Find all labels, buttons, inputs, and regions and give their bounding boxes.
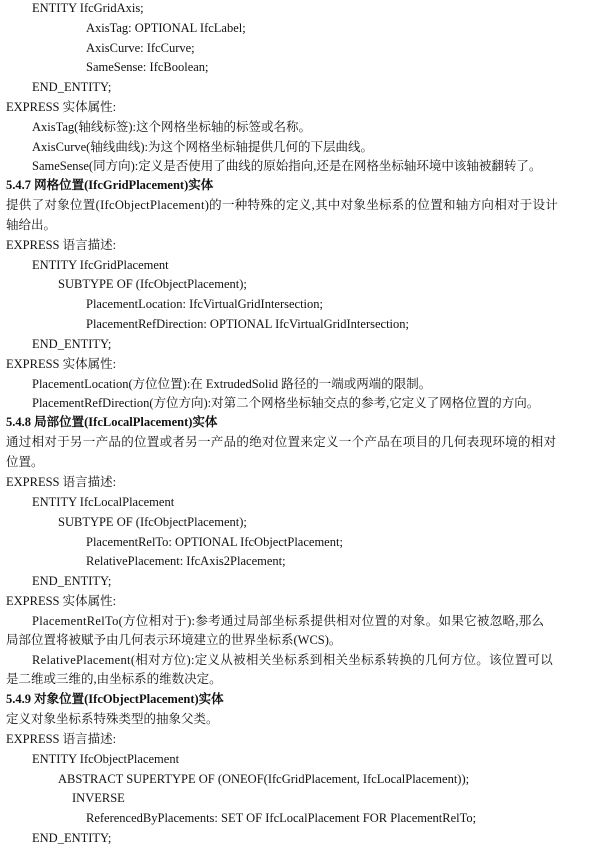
section-heading: 5.4.9 对象位置(IfcObjectPlacement)实体 <box>6 692 224 707</box>
code-line: END_ENTITY; <box>32 79 112 94</box>
subheading: EXPRESS 语言描述: <box>6 238 117 253</box>
code-line: PlacementRefDirection: OPTIONAL IfcVirtualGridIntersection; <box>86 316 409 331</box>
subheading: EXPRESS 实体属性: <box>6 356 117 371</box>
attribute-description: PlacementRefDirection(方位方向):对第二个网格坐标轴交点的参考,它定义了网格位置的方向。 <box>32 395 540 410</box>
code-line: INVERSE <box>72 790 125 805</box>
paragraph-line: 提供了对象位置(IfcObjectPlacement)的一种特殊的定义,其中对象坐标系的位置和轴方向相对于设计 <box>6 198 559 212</box>
code-line: SameSense: IfcBoolean; <box>86 60 209 75</box>
code-line: ENTITY IfcGridAxis; <box>32 1 144 15</box>
code-line: ReferencedByPlacements: SET OF IfcLocalPlacement FOR PlacementRelTo; <box>86 810 477 825</box>
attribute-description: PlacementRelTo(方位相对于):参考通过局部坐标系提供相对位置的对象。如果它被忽略,那么 <box>32 613 545 628</box>
attribute-description: SameSense(同方向):定义是否使用了曲线的原始指向,还是在网格坐标轴环境中该轴被翻转了。 <box>32 158 542 173</box>
subheading: EXPRESS 语言描述: <box>6 731 117 746</box>
code-line: SUBTYPE OF (IfcObjectPlacement); <box>58 277 247 292</box>
code-line: AxisTag: OPTIONAL IfcLabel; <box>86 21 246 36</box>
code-line: END_ENTITY; <box>32 831 112 845</box>
code-line: ABSTRACT SUPERTYPE OF (ONEOF(IfcGridPlacement, IfcLocalPlacement)); <box>58 771 470 786</box>
code-line: ENTITY IfcGridPlacement <box>32 258 169 273</box>
attribute-description: AxisCurve(轴线曲线):为这个网格坐标轴提供几何的下层曲线。 <box>32 139 373 154</box>
paragraph-line: 通过相对于另一产品的位置或者另一产品的绝对位置来定义一个产品在项目的几何表现环境的相对 <box>6 435 557 450</box>
code-line: ENTITY IfcObjectPlacement <box>32 751 180 766</box>
code-line: END_ENTITY; <box>32 336 112 351</box>
subheading: EXPRESS 实体属性: <box>6 593 117 608</box>
attribute-description: 是二维或三维的,由坐标系的维数决定。 <box>6 672 222 687</box>
attribute-description: AxisTag(轴线标签):这个网格坐标轴的标签或名称。 <box>32 119 311 134</box>
code-line: AxisCurve: IfcCurve; <box>86 41 195 56</box>
paragraph-line: 位置。 <box>6 455 44 470</box>
subheading: EXPRESS 语言描述: <box>6 475 117 490</box>
attribute-description: 局部位置将被赋予由几何表示环境建立的世界坐标系(WCS)。 <box>6 633 342 648</box>
code-line: END_ENTITY; <box>32 573 112 588</box>
paragraph-line: 定义对象坐标系特殊类型的抽象父类。 <box>6 712 219 727</box>
code-line: SUBTYPE OF (IfcObjectPlacement); <box>58 514 247 529</box>
code-line: PlacementRelTo: OPTIONAL IfcObjectPlacement; <box>86 534 343 549</box>
subheading: EXPRESS 实体属性: <box>6 99 117 114</box>
section-heading: 5.4.8 局部位置(IfcLocalPlacement)实体 <box>6 415 218 430</box>
code-line: RelativePlacement: IfcAxis2Placement; <box>86 553 286 568</box>
code-line: PlacementLocation: IfcVirtualGridIntersection; <box>86 297 324 312</box>
attribute-description: PlacementLocation(方位位置):在 ExtrudedSolid 路径的一端或两端的限制。 <box>32 376 432 391</box>
attribute-description: RelativePlacement(相对方位):定义从被相关坐标系到相关坐标系转换的几何方位。该位置可以 <box>32 653 554 668</box>
code-line: ENTITY IfcLocalPlacement <box>32 495 175 510</box>
paragraph-line: 轴给出。 <box>6 218 57 233</box>
section-heading: 5.4.7 网格位置(IfcGridPlacement)实体 <box>6 178 214 192</box>
